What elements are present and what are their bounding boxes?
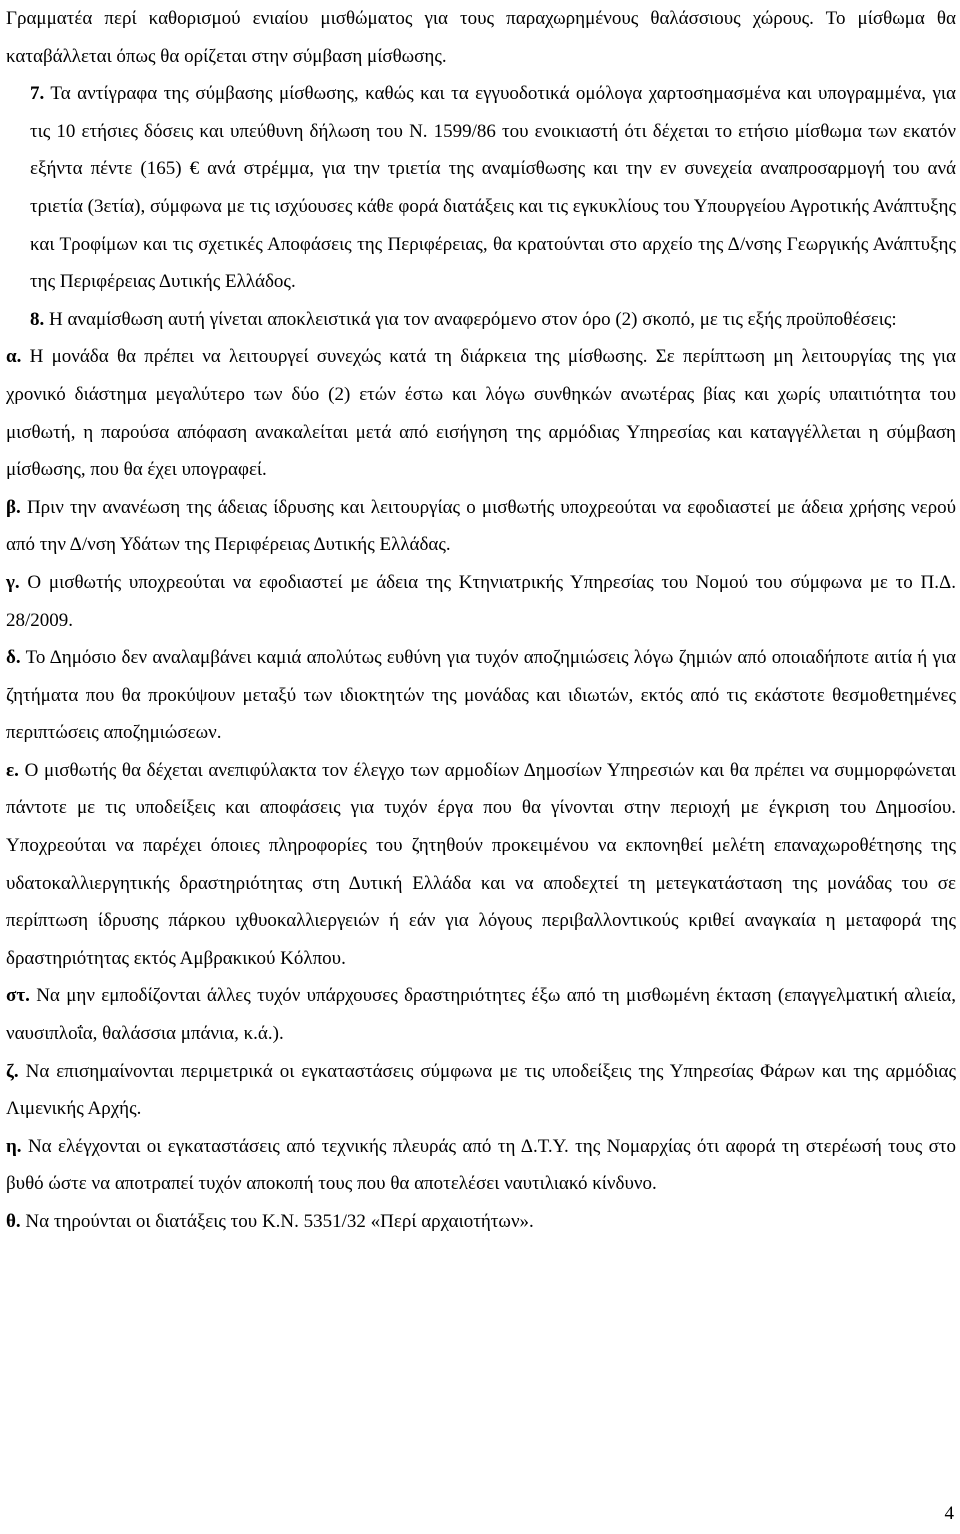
paragraph-eta xyxy=(6,1128,956,1203)
paragraph-stigma xyxy=(6,977,956,1052)
paragraph-text: Η αναμίσθωση αυτή γίνεται αποκλειστικά για τον αναφερόμενο στον όρο (2) σκοπό, με τις εξής προϋποθέσεις: xyxy=(49,308,897,330)
paragraph-gamma xyxy=(6,564,956,639)
paragraph-label: β. xyxy=(6,496,21,518)
paragraph-label: ζ. xyxy=(6,1060,19,1082)
paragraph-text: Ο μισθωτής θα δέχεται ανεπιφύλακτα τον έλεγχο των αρμοδίων Δημοσίων Υπηρεσιών και θα πρέπει να συμμορφώνεται πάντοτε με τις υποδείξεις και αποφάσεις για τυχόν έργα που θα γίνονται στην περιοχή με έγκριση του Δημοσίου. Υποχρεούται να παρέχει όποιες πληροφορίες του ζητηθούν προκειμένου να εκπονηθεί μελέτη επαναχωροθέτησης της υδατοκαλλιεργητικής δραστηριότητας στη Δυτική Ελλάδα και να αποδεχτεί τη μετεγκατάσταση της μονάδας του σε περίπτωση ίδρυσης πάρκου ιχθυοκαλλιεργειών ή εάν για λόγους περιβαλλοντικούς κριθεί αναγκαία η μεταφορά της δραστηριότητας εκτός Αμβρακικού Κόλπου. xyxy=(6,759,957,969)
paragraph-epsilon xyxy=(6,752,956,978)
paragraph-label: α. xyxy=(6,346,22,368)
paragraph-text: Να επισημαίνονται περιμετρικά οι εγκαταστάσεις σύμφωνα με τις υποδείξεις της Υπηρεσίας Φάρων και της αρμόδιας Λιμενικής Αρχής. xyxy=(6,1060,956,1120)
paragraph-text: Η μονάδα θα πρέπει να λειτουργεί συνεχώς κατά τη διάρκεια της μίσθωσης. Σε περίπτωση μη λειτουργίας της για χρονικό διάστημα μεγαλύτερο των δύο (2) ετών έστω και λόγω συνθηκών ανωτέρας βίας και χωρίς υπαιτιότητα του μισθωτή, η παρούσα απόφαση ανακαλείται μετά από εισήγηση της αρμόδιας Υπηρεσίας και καταγγέλλεται η σύμβαση μίσθωσης, που θα έχει υπογραφεί. xyxy=(6,346,957,481)
paragraph-beta xyxy=(6,489,956,564)
paragraph-delta xyxy=(6,639,956,752)
paragraph-theta xyxy=(6,1203,956,1241)
paragraph-label: δ. xyxy=(6,647,21,669)
paragraph-text: Να μην εμποδίζονται άλλες τυχόν υπάρχουσες δραστηριότητες έξω από τη μισθωμένη έκταση (επαγγελματική αλιεία, ναυσιπλοΐα, θαλάσσια μπάνια, κ.ά.). xyxy=(6,985,957,1045)
paragraph-text: Ο μισθωτής υποχρεούται να εφοδιαστεί με άδεια της Κτηνιατρικής Υπηρεσίας του Νομού του σύμφωνα με το Π.Δ. 28/2009. xyxy=(6,571,957,631)
paragraph-text: Πριν την ανανέωση της άδειας ίδρυσης και λειτουργίας ο μισθωτής υποχρεούται να εφοδιαστεί με άδεια χρήσης νερού από την Δ/νση Υδάτων της Περιφέρειας Δυτικής Ελλάδας. xyxy=(6,496,957,556)
paragraph-text: Να ελέγχονται οι εγκαταστάσεις από τεχνικής πλευράς από τη Δ.Τ.Υ. της Νομαρχίας ότι αφορά τη στερέωσή τους στο βυθό ώστε να αποτραπεί τυχόν αποκοπή τους που θα αποτελέσει ναυτιλιακό κίνδυνο. xyxy=(6,1135,957,1195)
paragraph-label: η. xyxy=(6,1135,22,1157)
paragraph-8 xyxy=(6,301,956,339)
paragraph-text: Γραμματέα περί καθορισμού ενιαίου μισθώματος για τους παραχωρημένους θαλάσσιους χώρους. Το μίσθωμα θα καταβάλλεται όπως θα ορίζεται στην σύμβαση μίσθωσης. xyxy=(6,8,956,67)
paragraph-label: στ. xyxy=(6,985,30,1007)
paragraph-text: Το Δημόσιο δεν αναλαμβάνει καμιά απολύτως ευθύνη για τυχόν αποζημιώσεις λόγω ζημιών από οποιαδήποτε αιτία ή για ζητήματα που θα προκύψουν μεταξύ των ιδιοκτητών της μονάδας και ιδιωτών, εκτός από τις εκάστοτε θεσμοθετημένες περιπτώσεις αποζημιώσεων. xyxy=(6,647,956,744)
paragraph-label: 8. xyxy=(30,308,45,330)
paragraph-label: ε. xyxy=(6,759,19,781)
document-page xyxy=(6,0,956,1241)
paragraph-label: θ. xyxy=(6,1211,21,1232)
paragraph-label: γ. xyxy=(6,571,20,593)
paragraph-7 xyxy=(6,75,956,301)
paragraph-alpha xyxy=(6,338,956,488)
paragraph-continuation xyxy=(6,0,956,75)
page-number: 4 xyxy=(944,1503,954,1524)
paragraph-label: 7. xyxy=(30,83,45,105)
paragraph-text: Να τηρούνται οι διατάξεις του Κ.Ν. 5351/32 «Περί αρχαιοτήτων». xyxy=(25,1211,534,1232)
paragraph-zeta xyxy=(6,1053,956,1128)
paragraph-text: Τα αντίγραφα της σύμβασης μίσθωσης, καθώς και τα εγγυοδοτικά ομόλογα χαρτοσημασμένα και υπογραμμένα, για τις 10 ετήσιες δόσεις και υπεύθυνη δήλωση του Ν. 1599/86 του ενοικιαστή ότι δέχεται το ετήσιο μίσθωμα των εκατόν εξήντα πέντε (165) € ανά στρέμμα, για την τριετία της αναμίσθωσης και την εν συνεχεία αναπροσαρμογή του ανά τριετία (3ετία), σύμφωνα με τις ισχύουσες κάθε φορά διατάξεις και τις εγκυκλίους του Υπουργείου Αγροτικής Ανάπτυξης και Τροφίμων και τις σχετικές Αποφάσεις της Περιφέρειας, θα κρατούνται στο αρχείο της Δ/νσης Γεωργικής Ανάπτυξης της Περιφέρειας Δυτικής Ελλάδος. xyxy=(30,83,956,293)
